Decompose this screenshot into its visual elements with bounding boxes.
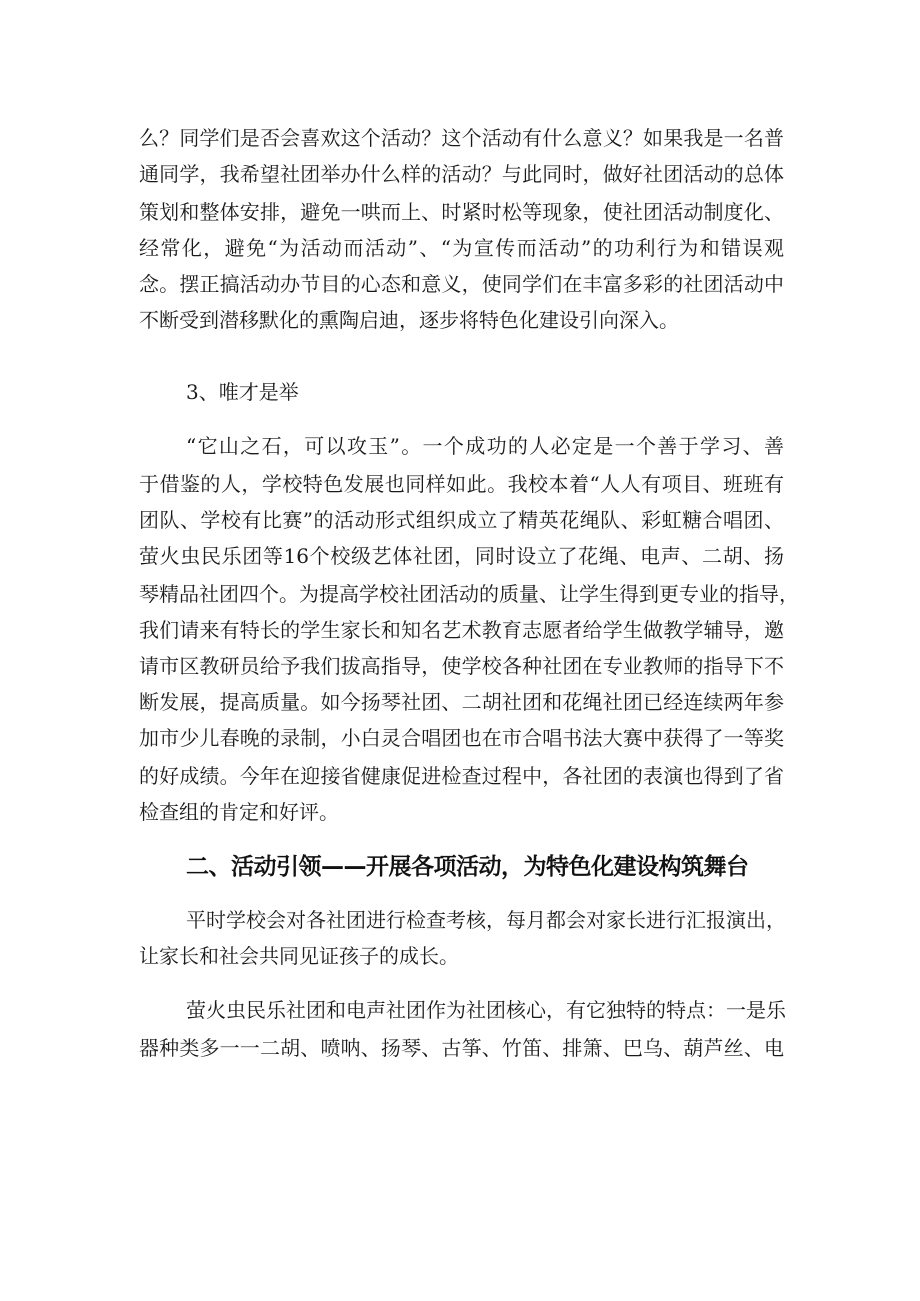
paragraph-3-line-1: 平时学校会对各社团进行检查考核，每月都会对家长进行汇报演出， — [186, 908, 786, 932]
paragraph-1-line-2: 通同学，我希望社团举办什么样的活动？与此同时，做好社团活动的总体 — [139, 162, 784, 186]
paragraph-1-line-4: 经常化，避免“为活动而活动”、“为宣传而活动”的功利行为和错误观 — [139, 236, 784, 260]
subheading-3: 3、唯才是举 — [186, 380, 299, 404]
paragraph-2-line-7: 请市区教研员给予我们拔高指导，使学校各种社团在专业教师的指导下不 — [139, 654, 784, 678]
paragraph-1-line-6: 不断受到潜移默化的熏陶启迪，逐步将特色化建设引向深入。 — [139, 308, 679, 332]
paragraph-1-line-3: 策划和整体安排，避免一哄而上、时紧时松等现象，使社团活动制度化、 — [139, 200, 784, 224]
paragraph-2-line-5: 琴精品社团四个。为提高学校社团活动的质量、让学生得到更专业的指导， — [139, 582, 799, 606]
paragraph-3-line-2: 让家长和社会共同见证孩子的成长。 — [139, 944, 459, 968]
paragraph-4-line-1: 萤火虫民乐社团和电声社团作为社团核心，有它独特的特点：一是乐 — [186, 998, 786, 1022]
paragraph-2-line-11: 检查组的肯定和好评。 — [139, 800, 339, 824]
section-heading-2: 二、活动引领——开展各项活动，为特色化建设构筑舞台 — [186, 854, 749, 880]
paragraph-1-line-1: 么？同学们是否会喜欢这个活动？这个活动有什么意义？如果我是一名普 — [139, 126, 784, 150]
paragraph-2-line-8: 断发展，提高质量。如今扬琴社团、二胡社团和花绳社团已经连续两年参 — [139, 690, 784, 714]
paragraph-2-line-2: 于借鉴的人，学校特色发展也同样如此。我校本着“人人有项目、班班有 — [139, 472, 784, 496]
paragraph-4-line-2: 器种类多一一二胡、喷呐、扬琴、古筝、竹笛、排箫、巴乌、葫芦丝、电 — [139, 1036, 784, 1060]
paragraph-2-line-9: 加市少儿春晚的录制，小白灵合唱团也在市合唱书法大赛中获得了一等奖 — [139, 726, 784, 750]
paragraph-1-line-5: 念。摆正搞活动办节目的心态和意义，使同学们在丰富多彩的社团活动中 — [139, 272, 784, 296]
paragraph-2-line-3: 团队、学校有比赛”的活动形式组织成立了精英花绳队、彩虹糖合唱团、 — [139, 508, 784, 532]
paragraph-2-line-4: 萤火虫民乐团等16个校级艺体社团，同时设立了花绳、电声、二胡、扬 — [139, 544, 784, 568]
paragraph-2-line-10: 的好成绩。今年在迎接省健康促进检查过程中，各社团的表演也得到了省 — [139, 764, 784, 788]
paragraph-2-line-6: 我们请来有特长的学生家长和知名艺术教育志愿者给学生做教学辅导，邀 — [139, 618, 784, 642]
paragraph-2-line-1: “它山之石，可以攻玉”。一个成功的人必定是一个善于学习、善 — [186, 434, 784, 458]
